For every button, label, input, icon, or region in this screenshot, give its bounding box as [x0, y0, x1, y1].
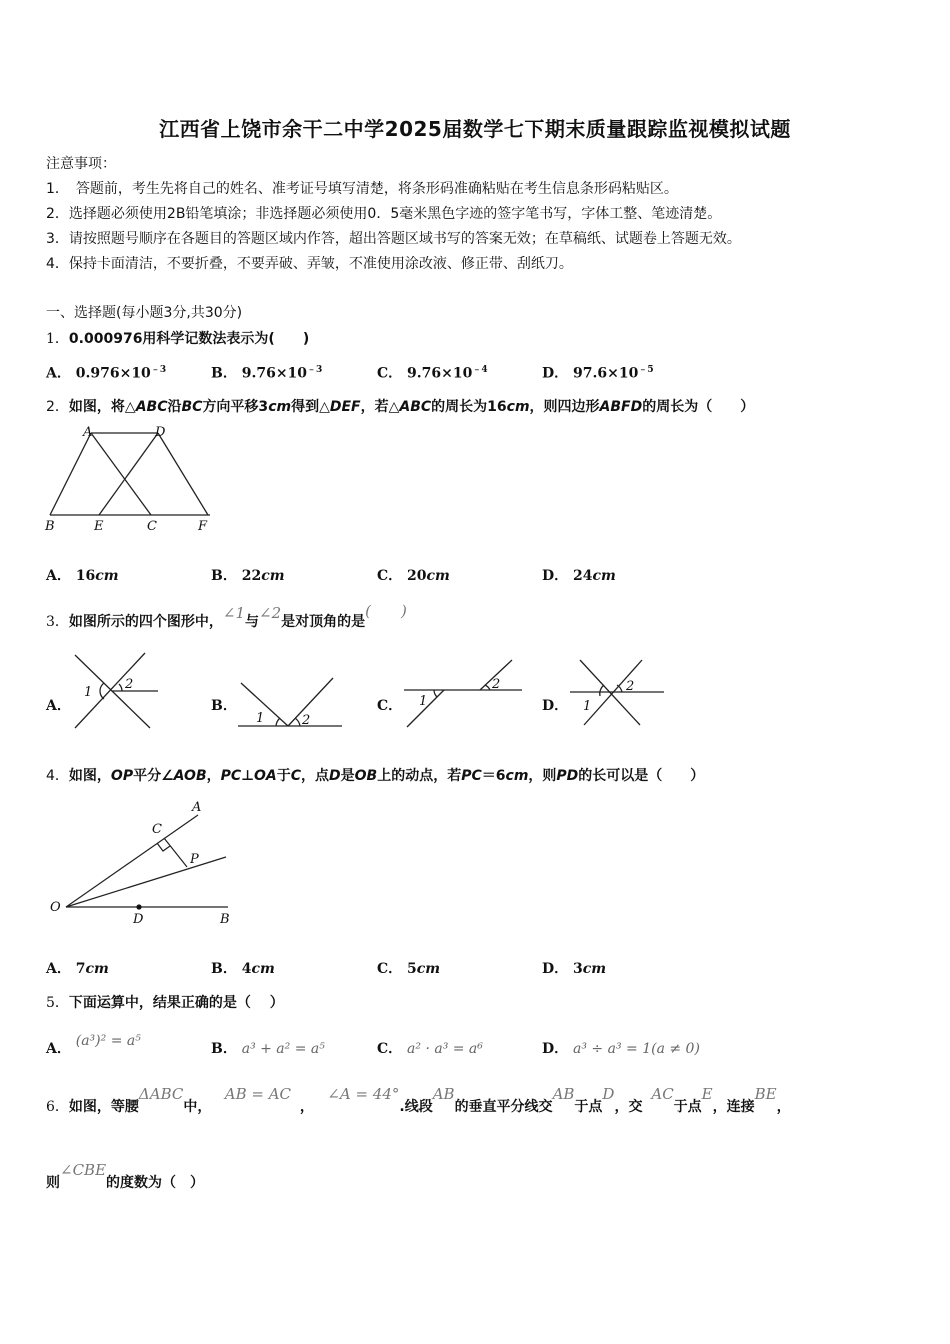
stem-math: AB = AC: [224, 1085, 292, 1103]
stem-text: 是对顶角的是: [281, 614, 366, 630]
option-label: C．: [377, 961, 403, 977]
label-b: B: [45, 519, 55, 534]
q2-option-d[interactable]: [542, 565, 616, 585]
label-d: D: [155, 425, 166, 440]
segment-ab: [50, 433, 91, 515]
stem-math: cm: [268, 399, 292, 415]
stem-math: ABC: [399, 399, 432, 415]
option-value: 9.76×10: [407, 365, 473, 382]
stem-math: PD: [556, 768, 579, 784]
notice-item-3: 3．请按照题号顺序在各题目的答题区域内作答，超出答题区域书写的答案无效；在草稿纸、试题卷上答题无效。: [46, 231, 741, 247]
label-a: A: [192, 800, 202, 815]
stem-text: 如图，将△: [68, 399, 136, 415]
stem-paren: ( ): [365, 602, 407, 620]
stem-math: ABC: [135, 399, 168, 415]
question-5: [46, 992, 284, 1012]
option-unit: cm: [592, 568, 616, 584]
question-1: [46, 328, 309, 348]
stem-math: ∠2: [259, 604, 282, 622]
right-angle-mark: [157, 843, 170, 851]
stem-text: 则: [46, 1175, 60, 1191]
stem-text: 的周长为（ ）: [642, 399, 755, 415]
stem-text: ，连接: [712, 1099, 755, 1115]
label-b: B: [220, 912, 230, 927]
stem-text: ，点: [301, 768, 330, 784]
segment-df: [158, 433, 208, 515]
q3-figure-c: [402, 655, 532, 730]
option-unit: cm: [85, 961, 109, 977]
stem-text: ，: [299, 1099, 314, 1115]
stem-math: OB: [354, 768, 378, 784]
ray-op: [66, 857, 226, 907]
stem-math: D: [602, 1085, 615, 1103]
q1-option-d[interactable]: [542, 362, 654, 383]
stem-math: AC: [651, 1085, 674, 1103]
option-label: B．: [211, 365, 237, 382]
q5-option-d[interactable]: [542, 1038, 700, 1058]
option-unit: cm: [95, 568, 119, 584]
option-exponent: ﹣5: [638, 365, 654, 375]
stem-text: ＝6: [481, 768, 506, 784]
angle-label-2: 2: [302, 713, 311, 728]
notice-item-4: 4．保持卡面清洁，不要折叠，不要弄破、弄皱，不准使用涂改液、修正带、刮纸刀。: [46, 256, 573, 272]
angle-label-1: 1: [256, 711, 265, 726]
option-value: 0.976×10: [75, 365, 151, 382]
option-exponent: ﹣3: [307, 365, 323, 375]
stem-text: 的周长为16: [431, 399, 507, 415]
section-heading: 一、选择题(每小题3分,共30分): [46, 305, 243, 321]
stem-text: 是: [340, 768, 355, 784]
label-c: C: [147, 519, 157, 534]
stem-text: ，则四边形: [529, 399, 600, 415]
stem-math: OP: [110, 768, 134, 784]
question-number: 4．: [46, 768, 69, 784]
stem-math: AOB: [173, 768, 207, 784]
label-d: D: [133, 912, 144, 927]
option-value: 97.6×10: [573, 365, 639, 382]
stem-text: 中，: [183, 1099, 212, 1115]
label-e: E: [94, 519, 104, 534]
option-expression: a³ ÷ a³ = 1(a ≠ 0): [573, 1041, 700, 1057]
stem-text: 的垂直平分线交: [454, 1099, 553, 1115]
stem-math: D: [329, 768, 341, 784]
q3-option-d[interactable]: D．: [542, 698, 569, 714]
q1-option-c[interactable]: [377, 362, 488, 383]
stem-math: C: [290, 768, 302, 784]
angle-label-2: 2: [125, 677, 134, 692]
stem-text: 的长可以是（ ）: [578, 768, 705, 784]
q4-figure: [44, 795, 244, 930]
stem-text: .线段: [399, 1099, 433, 1115]
q4-option-d[interactable]: [542, 958, 606, 978]
label-a: A: [83, 425, 93, 440]
label-p: P: [190, 852, 199, 867]
stem-text: ，: [776, 1099, 791, 1115]
angle-label-2: 2: [492, 677, 501, 692]
question-6-line-2: [46, 1161, 205, 1192]
segment-ac: [91, 433, 151, 515]
option-expression: (a³)² = a⁵: [75, 1033, 141, 1049]
stem-math: OA: [253, 768, 277, 784]
stem-text: 如图，: [68, 768, 111, 784]
segment-pc: [164, 838, 187, 867]
option-value: 3: [573, 961, 583, 977]
question-4: [46, 765, 704, 785]
q3-option-a[interactable]: A．: [46, 698, 71, 714]
q3-option-c[interactable]: C．: [377, 698, 403, 714]
stem-text: 于点: [673, 1099, 702, 1115]
question-number: 2．: [46, 399, 69, 415]
option-label: A．: [46, 365, 71, 382]
label-f: F: [198, 519, 208, 534]
q2-figure: [40, 420, 220, 535]
option-unit: cm: [261, 568, 285, 584]
stem-math: E: [701, 1085, 713, 1103]
stem-text: 于: [276, 768, 291, 784]
q3-figure-d: [568, 655, 668, 730]
stem-math: ΔABC: [138, 1085, 184, 1103]
stem-text: ，若△: [360, 399, 400, 415]
option-value: 16: [75, 568, 96, 584]
option-exponent: ﹣3: [150, 365, 167, 375]
option-value: 22: [241, 568, 262, 584]
q1-option-b[interactable]: [211, 362, 322, 383]
q5-option-b[interactable]: [211, 1038, 325, 1058]
option-label: C．: [377, 365, 403, 382]
question-3: [46, 602, 407, 631]
option-value: 20: [407, 568, 427, 584]
question-number: 1．: [46, 331, 69, 347]
stem-math: ABFD: [599, 399, 643, 415]
stem-text: 如图所示的四个图形中，: [68, 614, 223, 630]
stem-math: DEF: [329, 399, 361, 415]
stem-math: cm: [506, 399, 530, 415]
question-number: 3．: [46, 614, 69, 630]
option-label: B．: [211, 1041, 237, 1057]
question-2: [46, 396, 754, 416]
question-6: [46, 1085, 791, 1116]
segment-de: [99, 433, 158, 515]
option-label: B．: [211, 961, 237, 977]
angle-label-1: 1: [84, 685, 93, 700]
q3-figure-b: [236, 675, 346, 730]
stem-text: 的度数为（ ）: [106, 1175, 205, 1191]
stem-math: PC: [220, 768, 242, 784]
stem-math: BC: [181, 399, 203, 415]
label-o: O: [50, 900, 61, 915]
stem-text: 方向平移3: [202, 399, 269, 415]
stem-math: AB: [432, 1085, 455, 1103]
stem-text: ，交: [614, 1099, 643, 1115]
stem-math: AB: [552, 1085, 575, 1103]
question-number: 6．: [46, 1099, 69, 1115]
point-d: [136, 904, 141, 909]
stem-math: ∠CBE: [60, 1161, 107, 1179]
page-title: 江西省上饶市余干二中学2025届数学七下期末质量跟踪监视模拟试题: [159, 117, 791, 141]
option-label: A．: [46, 961, 71, 977]
option-label: D．: [542, 568, 569, 584]
stem-text: ，: [206, 768, 221, 784]
option-label: A．: [46, 1041, 71, 1057]
option-label: D．: [542, 365, 569, 382]
notice-item-1: 1． 答题前，考生先将自己的姓名、准考证号填写清楚，将条形码准确粘贴在考生信息条形码粘贴区。: [46, 181, 678, 197]
stem-text: 如图，等腰: [68, 1099, 139, 1115]
q5-option-a[interactable]: [46, 1033, 141, 1058]
option-label: C．: [377, 568, 403, 584]
q4-option-a[interactable]: [46, 958, 109, 978]
option-unit: cm: [426, 568, 450, 584]
stem-text: 与: [245, 614, 260, 630]
option-expression: a³ + a² = a⁵: [241, 1041, 325, 1057]
label-c: C: [152, 822, 162, 837]
option-expression: a² · a³ = a⁶: [407, 1041, 483, 1057]
option-value: 7: [75, 961, 86, 977]
option-exponent: ﹣4: [472, 365, 488, 375]
q2-option-a[interactable]: [46, 565, 119, 585]
stem-math: cm: [505, 768, 529, 784]
question-number: 5．: [46, 995, 69, 1011]
angle-label-1: 1: [583, 699, 592, 714]
q3-option-b[interactable]: B．: [211, 698, 237, 714]
q3-figure-a: [70, 650, 160, 730]
stem-text: 于点: [574, 1099, 603, 1115]
angle-label-1: 1: [419, 694, 428, 709]
stem-math: ∠1: [222, 604, 246, 622]
q5-option-c[interactable]: [377, 1038, 483, 1058]
option-label: A．: [46, 568, 71, 584]
option-unit: cm: [416, 961, 441, 977]
stem-text: 得到△: [291, 399, 330, 415]
option-unit: cm: [582, 961, 607, 977]
stem-math: BE: [754, 1085, 777, 1103]
stem-math: PC: [461, 768, 482, 784]
option-label: C．: [377, 1041, 403, 1057]
stem-text: ⊥: [241, 768, 254, 784]
question-stem: 0.000976用科学记数法表示为( ): [68, 331, 310, 347]
notice-heading: 注意事项：: [46, 156, 116, 172]
option-value: 4: [241, 961, 252, 977]
option-label: B．: [211, 568, 237, 584]
q2-option-b[interactable]: [211, 565, 285, 585]
angle-label-2: 2: [626, 679, 635, 694]
q4-option-c[interactable]: [377, 958, 440, 978]
option-value: 24: [573, 568, 593, 584]
stem-text: 沿: [167, 399, 182, 415]
q4-option-b[interactable]: [211, 958, 275, 978]
notice-item-2: 2．选择题必须使用2B铅笔填涂；非选择题必须使用0．5毫米黑色字迹的签字笔书写，字体工整、笔迹清楚。: [46, 206, 722, 222]
option-value: 9.76×10: [241, 365, 308, 382]
question-stem: 下面运算中，结果正确的是（ ）: [68, 995, 284, 1011]
option-unit: cm: [251, 961, 275, 977]
stem-text: 上的动点，若: [377, 768, 462, 784]
option-value: 5: [407, 961, 417, 977]
stem-text: 平分∠: [133, 768, 174, 784]
option-label: D．: [542, 1041, 569, 1057]
stem-math: ∠A = 44°: [327, 1085, 400, 1103]
ray-oa: [66, 815, 198, 907]
q1-option-a[interactable]: [46, 362, 166, 383]
stem-text: ，则: [528, 768, 557, 784]
option-label: D．: [542, 961, 569, 977]
q2-option-c[interactable]: [377, 565, 450, 585]
